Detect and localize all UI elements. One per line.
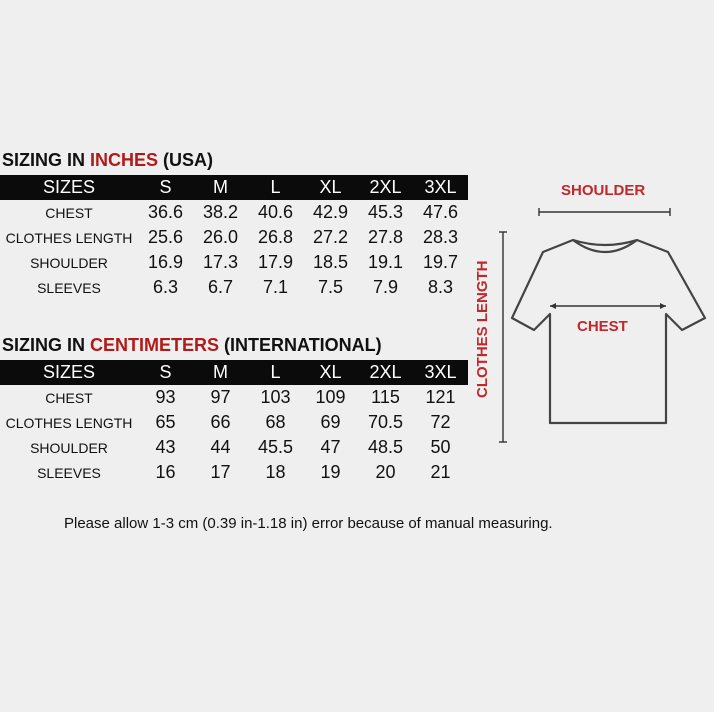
table-cell: 36.6 [147, 202, 184, 222]
table-cell: 121 [425, 387, 456, 407]
table-cell: 7.9 [372, 277, 399, 297]
table-cell: 48.5 [367, 437, 404, 457]
table-cell: 45.5 [257, 437, 294, 457]
table-cell: 27.8 [367, 227, 404, 247]
table-cell: 45.3 [367, 202, 404, 222]
row-label: CLOTHES LENGTH [5, 414, 133, 431]
inches-title-suffix: (USA) [158, 150, 214, 170]
header-cell: 2XL [358, 360, 413, 385]
table-row [0, 435, 468, 460]
table-cell: 66 [210, 412, 231, 432]
header-cell: S [138, 360, 193, 385]
header-cell: L [248, 175, 303, 200]
table-cell: 43 [155, 437, 176, 457]
table-cell: 25.6 [147, 227, 184, 247]
table-cell: 19.1 [367, 252, 404, 272]
cm-size-table [0, 360, 468, 485]
table-cell: 28.3 [422, 227, 459, 247]
table-cell: 19 [320, 462, 341, 482]
header-cell: SIZES [0, 360, 138, 385]
table-cell: 115 [371, 387, 400, 407]
row-label: SLEEVES [37, 464, 101, 481]
row-label: CLOTHES LENGTH [5, 229, 133, 246]
inches-section-title [2, 150, 213, 171]
table-cell: 47.6 [422, 202, 459, 222]
row-label: SHOULDER [30, 439, 108, 456]
header-cell: 3XL [413, 360, 468, 385]
header-cell: XL [303, 175, 358, 200]
table-cell: 69 [320, 412, 341, 432]
chest-label: CHEST [577, 318, 628, 335]
table-cell: 6.3 [152, 277, 179, 297]
table-cell: 8.3 [427, 277, 454, 297]
cm-title-highlight: CENTIMETERS [90, 335, 220, 355]
table-cell: 17.3 [202, 252, 239, 272]
table-cell: 26.8 [257, 227, 294, 247]
measurement-note: Please allow 1-3 cm (0.39 in-1.18 in) error because of manual measuring. [64, 515, 553, 532]
cm-section-title [2, 335, 382, 356]
table-row [0, 385, 468, 410]
header-cell: S [138, 175, 193, 200]
table-cell: 17.9 [257, 252, 294, 272]
inches-title-prefix: SIZING IN [2, 150, 91, 170]
table-cell: 40.6 [257, 202, 294, 222]
table-cell: 20 [375, 462, 396, 482]
table-cell: 27.2 [312, 227, 349, 247]
table-cell: 50 [430, 437, 451, 457]
table-cell: 26.0 [202, 227, 239, 247]
row-label: CHEST [45, 389, 93, 406]
table-cell: 21 [430, 462, 451, 482]
table-cell: 42.9 [312, 202, 349, 222]
header-cell: 3XL [413, 175, 468, 200]
table-cell: 109 [315, 387, 346, 407]
table-cell: 97 [210, 387, 231, 407]
table-cell: 70.5 [367, 412, 404, 432]
header-cell: XL [303, 360, 358, 385]
tshirt-icon [470, 170, 710, 450]
table-cell: 44 [210, 437, 231, 457]
table-row [0, 200, 468, 225]
table-cell: 72 [430, 412, 451, 432]
header-cell: M [193, 175, 248, 200]
header-cell: 2XL [358, 175, 413, 200]
table-cell: 6.7 [207, 277, 234, 297]
table-header-row [0, 175, 468, 200]
table-cell: 18 [265, 462, 286, 482]
table-cell: 16.9 [147, 252, 184, 272]
cm-title-prefix: SIZING IN [2, 335, 91, 355]
table-cell: 68 [265, 412, 286, 432]
row-label: CHEST [45, 204, 93, 221]
table-cell: 47 [320, 437, 341, 457]
table-row [0, 410, 468, 435]
clothes-length-label: CLOTHES LENGTH [474, 260, 491, 398]
table-cell: 19.7 [422, 252, 459, 272]
table-cell: 103 [260, 387, 291, 407]
header-cell: L [248, 360, 303, 385]
header-cell: M [193, 360, 248, 385]
row-label: SLEEVES [37, 279, 101, 296]
table-cell: 16 [155, 462, 176, 482]
inches-title-highlight: INCHES [90, 150, 159, 170]
table-row [0, 225, 468, 250]
row-label: SHOULDER [30, 254, 108, 271]
table-row [0, 460, 468, 485]
table-row [0, 250, 468, 275]
header-cell: SIZES [0, 175, 138, 200]
table-cell: 38.2 [202, 202, 239, 222]
shoulder-label: SHOULDER [561, 182, 646, 199]
table-row [0, 275, 468, 300]
table-cell: 65 [155, 412, 176, 432]
table-cell: 93 [155, 387, 176, 407]
table-cell: 7.5 [317, 277, 344, 297]
table-cell: 7.1 [262, 277, 289, 297]
table-header-row [0, 360, 468, 385]
cm-title-suffix: (INTERNATIONAL) [219, 335, 382, 355]
table-cell: 18.5 [312, 252, 349, 272]
table-cell: 17 [210, 462, 231, 482]
inches-size-table [0, 175, 468, 300]
